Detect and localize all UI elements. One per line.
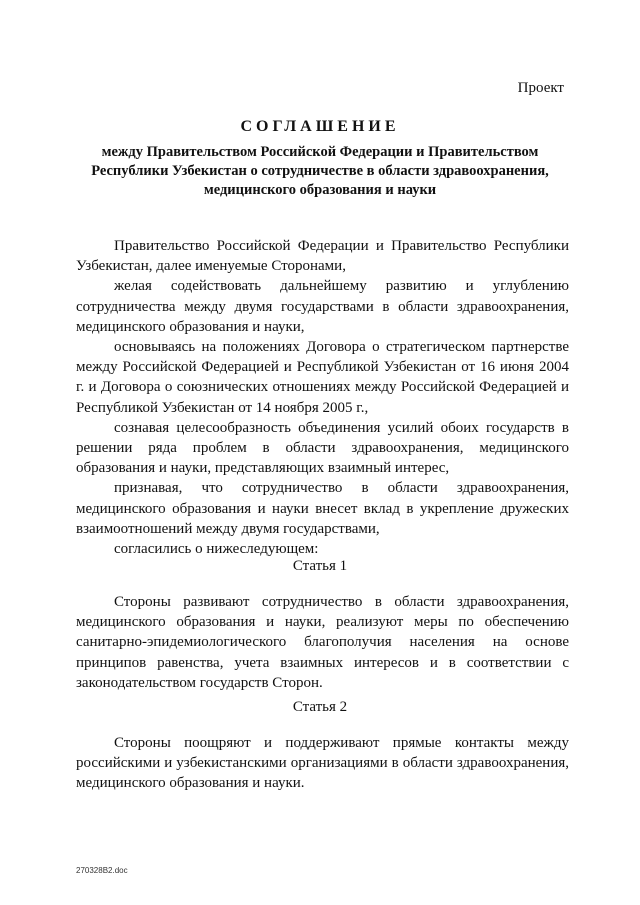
preamble-paragraph: признавая, что сотрудничество в области здравоохранения, медицинского образования и науки внесет вклад в укрепление дружеских взаимоотношений между двумя государствами, — [76, 480, 569, 537]
article-heading: Статья 1 — [292, 558, 348, 574]
file-name-footer: 270328В2.doc — [76, 866, 128, 875]
preamble-paragraph: желая содействовать дальнейшему развитию и углублению сотрудничества между двумя государствами в области здравоохранения, медицинского образования и науки, — [76, 278, 569, 335]
preamble-paragraph: сознавая целесообразность объединения усилий обоих государств в решении ряда проблем в области здравоохранения, медицинского образования и науки, представляющих взаимный интерес, — [76, 419, 569, 477]
article-paragraph: Стороны развивают сотрудничество в области здравоохранения, медицинского образования и науки, реализуют меры по обеспечению санитарно-эпидемиологического благополучия населения на основе принципов равенства, учета взаимных интересов и в соответствии с законодательством государств Сторон. — [76, 594, 569, 691]
preamble-paragraph: основываясь на положениях Договора о стратегическом партнерстве между Российской Федерацией и Республикой Узбекистан от 16 июня 2004 г. и Договора о союзнических отношениях между Российской Федерацией и Республикой Узбекистан от 14 ноября 2005 г., — [76, 339, 569, 416]
article-heading: Статья 2 — [292, 699, 348, 715]
article-body — [76, 592, 569, 693]
document-title: СОГЛАШЕНИЕ — [240, 118, 400, 135]
article-body — [76, 733, 569, 794]
preamble-paragraph: согласились о нижеследующем: — [114, 541, 319, 558]
subtitle-line: между Правительством Российской Федерации и Правительством — [101, 144, 539, 160]
preamble — [76, 236, 569, 559]
article-paragraph: Стороны поощряют и поддерживают прямые контакты между российскими и узбекистанскими организациями в области здравоохранения, медицинского образования и науки. — [76, 735, 569, 792]
draft-label: Проект — [517, 80, 564, 96]
document-subtitle — [70, 143, 570, 200]
subtitle-line: медицинского образования и науки — [203, 182, 437, 198]
preamble-paragraph: Правительство Российской Федерации и Правительство Республики Узбекистан, далее именуемые Сторонами, — [76, 238, 569, 275]
subtitle-line: Республики Узбекистан о сотрудничестве в области здравоохранения, — [91, 163, 549, 179]
